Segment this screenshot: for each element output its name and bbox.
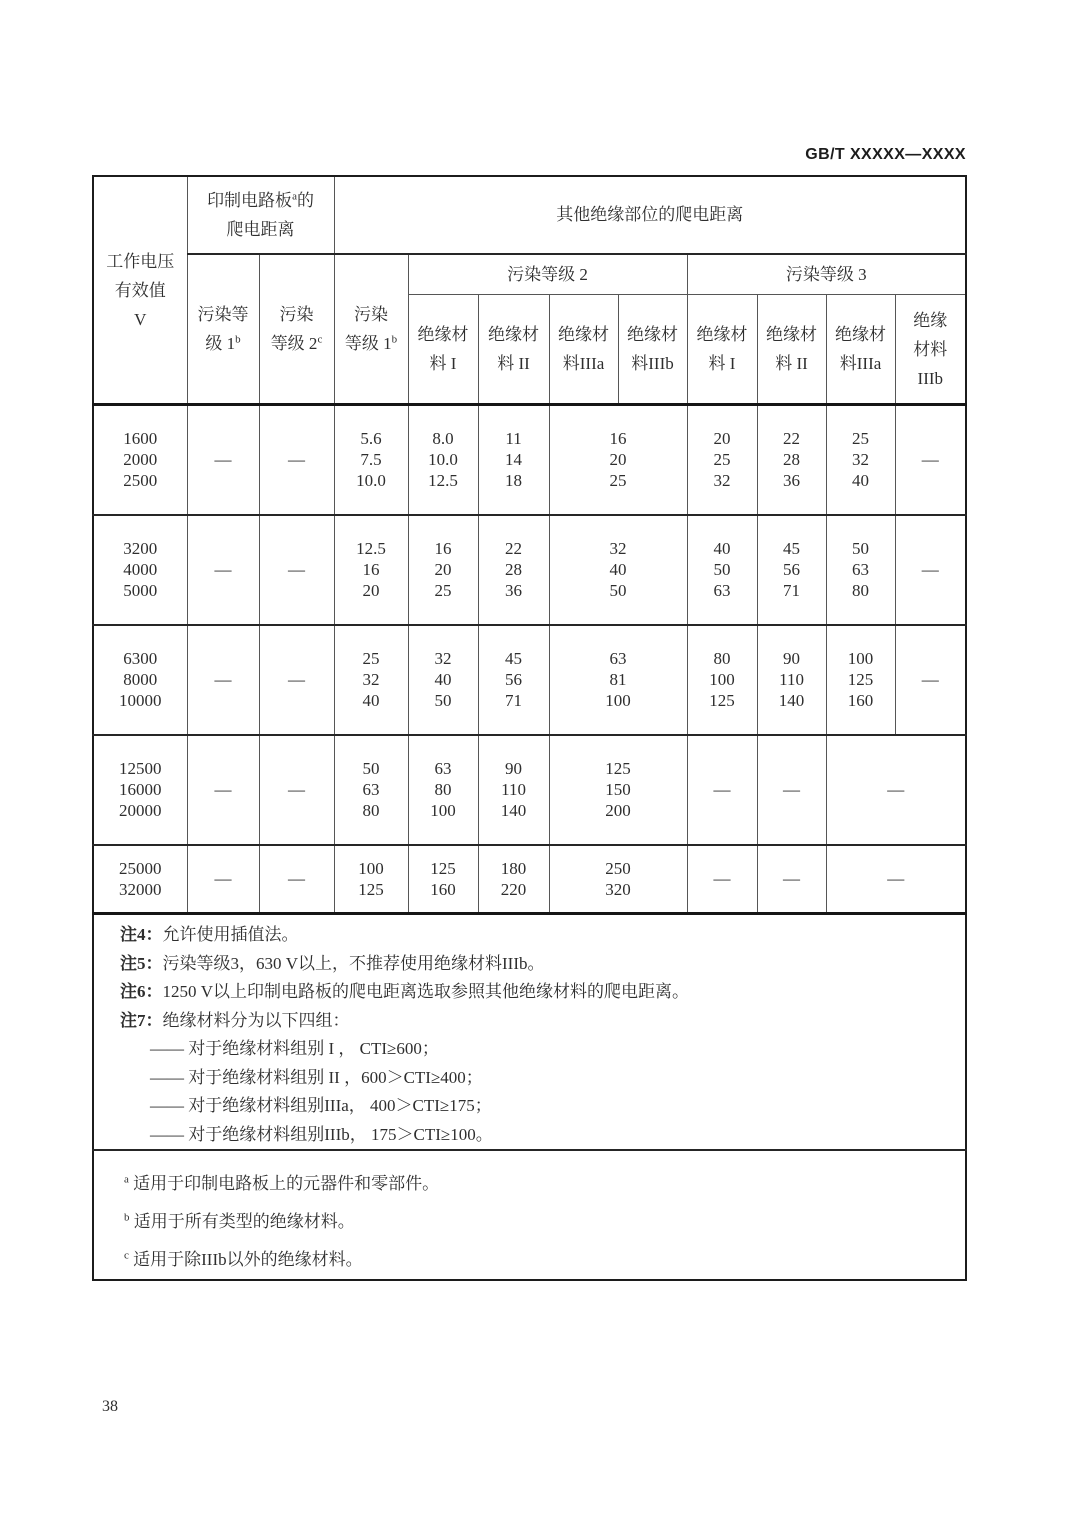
header-pollution-degree-2-group: 污染等级 2 xyxy=(408,254,687,295)
cell-other-p1: 25 32 40 xyxy=(334,625,408,735)
voltage-group-25000-32000 xyxy=(93,845,966,914)
cell-voltages: 12500 16000 20000 xyxy=(93,735,187,845)
header-pcb-pollution-degree-2: 污染 等级 2$^c$ xyxy=(259,254,334,405)
header-working-voltage: 工作电压 有效值 V xyxy=(93,176,187,405)
cell-other-p1: 100 125 xyxy=(334,845,408,914)
header-pcb-creepage: 印制电路板$^a$的 爬电距离 xyxy=(187,176,334,254)
cell-p2-m1: 63 80 100 xyxy=(408,735,478,845)
cell-pcb-p1: — xyxy=(187,735,259,845)
cell-voltages: 1600 2000 2500 xyxy=(93,405,187,515)
header-pollution-degree-3-group: 污染等级 3 xyxy=(687,254,966,295)
cell-p3-m2: 45 56 71 xyxy=(757,515,826,625)
cell-pcb-p1: — xyxy=(187,515,259,625)
header-other-insulation-creepage: 其他绝缘部位的爬电距离 xyxy=(334,176,966,254)
note-6: 注6：1250 V以上印制电路板的爬电距离选取参照其他绝缘材料的爬电距离。 xyxy=(120,982,690,1001)
cell-p2-m2: 22 28 36 xyxy=(478,515,549,625)
note-7-bullet-1: —— 对于绝缘材料组别 I ， CTI≥600； xyxy=(150,1039,439,1058)
cell-p2-m3ab: 32 40 50 xyxy=(549,515,687,625)
header-pcb-pollution-degree-1: 污染等 级 1$^b$ xyxy=(187,254,259,405)
header-p2-material-2: 绝缘材 料 II xyxy=(478,295,549,405)
cell-pcb-p2: — xyxy=(259,735,334,845)
footnote-a: $^a$ 适用于印制电路板上的元器件和零部件。 xyxy=(124,1173,440,1193)
cell-pcb-p1: — xyxy=(187,625,259,735)
cell-pcb-p1: — xyxy=(187,405,259,515)
standard-code: GB/T XXXXX—XXXX xyxy=(805,146,966,163)
creepage-distance-table xyxy=(92,175,967,1281)
cell-p3-m2: 90 110 140 xyxy=(757,625,826,735)
footnotes-cell xyxy=(93,1150,966,1280)
cell-p3-m2: — xyxy=(757,735,826,845)
cell-other-p1: 5.6 7.5 10.0 xyxy=(334,405,408,515)
notes-row xyxy=(93,914,966,1151)
voltage-group-6300-10000 xyxy=(93,625,966,735)
cell-voltages: 6300 8000 10000 xyxy=(93,625,187,735)
cell-p2-m1: 32 40 50 xyxy=(408,625,478,735)
cell-pcb-p2: — xyxy=(259,515,334,625)
cell-p2-m1: 8.0 10.0 12.5 xyxy=(408,405,478,515)
cell-pcb-p2: — xyxy=(259,845,334,914)
header-p2-material-3a: 绝缘材 料IIIa xyxy=(549,295,618,405)
cell-other-p1: 12.5 16 20 xyxy=(334,515,408,625)
cell-p3-m3b: — xyxy=(895,405,966,515)
cell-p2-m3ab: 250 320 xyxy=(549,845,687,914)
cell-p3-m3ab: — xyxy=(826,735,966,845)
cell-p2-m2: 90 110 140 xyxy=(478,735,549,845)
note-4: 注4：允许使用插值法。 xyxy=(120,925,299,944)
header-p2-material-1: 绝缘材 料 I xyxy=(408,295,478,405)
header-p3-material-3b: 绝缘 材料 IIIb xyxy=(895,295,966,405)
header-p2-material-3b: 绝缘材 料IIIb xyxy=(618,295,687,405)
header-row-1 xyxy=(93,176,966,254)
footnote-b: $^b$ 适用于所有类型的绝缘材料。 xyxy=(124,1211,355,1231)
page-number: 38 xyxy=(102,1398,118,1415)
cell-p3-m1: 80 100 125 xyxy=(687,625,757,735)
header-other-pollution-degree-1: 污染 等级 1$^b$ xyxy=(334,254,408,405)
footnote-c: $^c$ 适用于除IIIb以外的绝缘材料。 xyxy=(124,1249,363,1269)
voltage-group-3200-5000 xyxy=(93,515,966,625)
notes-cell xyxy=(93,914,966,1151)
cell-p3-m3b: — xyxy=(895,515,966,625)
note-7-bullet-4: —— 对于绝缘材料组别IIIb， 175＞CTI≥100。 xyxy=(150,1124,493,1144)
voltage-group-12500-20000 xyxy=(93,735,966,845)
note-5: 注5：污染等级3，630 V以上，不推荐使用绝缘材料IIIb。 xyxy=(120,953,545,973)
cell-p2-m1: 125 160 xyxy=(408,845,478,914)
cell-pcb-p1: — xyxy=(187,845,259,914)
cell-p3-m3a: 100 125 160 xyxy=(826,625,895,735)
note-7: 注7：绝缘材料分为以下四组： xyxy=(120,1010,350,1030)
cell-p2-m2: 11 14 18 xyxy=(478,405,549,515)
cell-p3-m1: — xyxy=(687,735,757,845)
cell-p3-m1: — xyxy=(687,845,757,914)
cell-p3-m3a: 50 63 80 xyxy=(826,515,895,625)
cell-pcb-p2: — xyxy=(259,625,334,735)
cell-p2-m3ab: 16 20 25 xyxy=(549,405,687,515)
note-7-bullet-3: —— 对于绝缘材料组别IIIa， 400＞CTI≥175； xyxy=(150,1096,492,1115)
cell-p3-m1: 40 50 63 xyxy=(687,515,757,625)
header-p3-material-1: 绝缘材 料 I xyxy=(687,295,757,405)
footnotes-row xyxy=(93,1150,966,1280)
cell-p3-m3b: — xyxy=(895,625,966,735)
cell-voltages: 25000 32000 xyxy=(93,845,187,914)
cell-p3-m1: 20 25 32 xyxy=(687,405,757,515)
voltage-group-1600-2500 xyxy=(93,405,966,515)
cell-pcb-p2: — xyxy=(259,405,334,515)
cell-p2-m2: 180 220 xyxy=(478,845,549,914)
header-p3-material-3a: 绝缘材 料IIIa xyxy=(826,295,895,405)
cell-p2-m3ab: 125 150 200 xyxy=(549,735,687,845)
cell-voltages: 3200 4000 5000 xyxy=(93,515,187,625)
cell-p3-m2: 22 28 36 xyxy=(757,405,826,515)
cell-p2-m1: 16 20 25 xyxy=(408,515,478,625)
cell-p3-m2: — xyxy=(757,845,826,914)
cell-p2-m2: 45 56 71 xyxy=(478,625,549,735)
header-p3-material-2: 绝缘材 料 II xyxy=(757,295,826,405)
cell-other-p1: 50 63 80 xyxy=(334,735,408,845)
cell-p2-m3ab: 63 81 100 xyxy=(549,625,687,735)
cell-p3-m3a: 25 32 40 xyxy=(826,405,895,515)
cell-p3-m3ab: — xyxy=(826,845,966,914)
note-7-bullet-2: —— 对于绝缘材料组别 II ，600＞CTI≥400； xyxy=(150,1067,483,1087)
header-row-2 xyxy=(93,254,966,295)
